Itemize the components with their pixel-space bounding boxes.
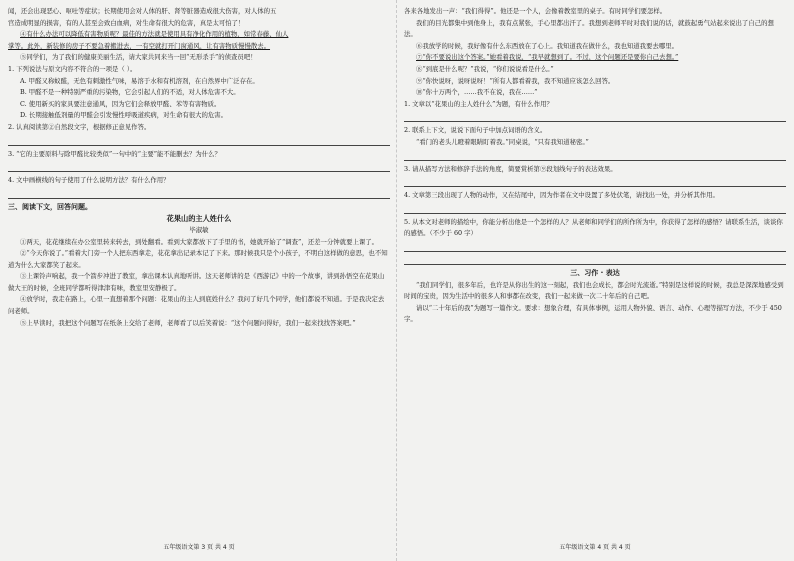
story-paragraph: ⑤上早读时，我把这个问题写在纸条上交给了老师，老师看了以后笑着说：“这个问题问得好，我们一起来找找答案吧。” bbox=[20, 318, 356, 327]
option-d: D. 长期接触低剂量的甲醛会引发慢性呼吸道疾病，对生命有很大的危害。 bbox=[20, 111, 228, 120]
page-footer: 五年级语文第 3 页 共 4 页 bbox=[163, 544, 235, 552]
page-3 bbox=[8, 6, 390, 554]
answer-line[interactable] bbox=[404, 255, 786, 265]
text-line: ⑨“你快说呀，说呀说呀！”所有人都看着我，我不知道应该怎么回答。 bbox=[416, 76, 615, 85]
text-line: ⑤同学们，为了我们的健康美丽生活，请大家共同来当一回“无形杀手”的侦查员吧！ bbox=[20, 53, 257, 62]
essay-requirement: 请以“二十年后的我”为题写一篇作文。要求：想象合理，有具体事例，运用人物外貌、语言、动作、心理等描写方法，不少于 450 字。 bbox=[404, 303, 782, 324]
story-paragraph: ③上课铃声响起，我一个箭步冲进了教室，拿出课本认真地听讲。这天老师讲的是《西游记》中的一个故事，讲到孙悟空在花果山做大王的时候，全班同学都听得津津有味，教室里安静极了。 bbox=[8, 272, 385, 292]
answer-line[interactable] bbox=[404, 112, 786, 122]
answer-line[interactable] bbox=[8, 189, 390, 199]
question-1: 1. 下列说法与原文内容不符合的一项是（ ）。 bbox=[8, 64, 137, 73]
page-divider bbox=[396, 0, 397, 561]
question-2-sentence: “看门的老头儿瞪着眼睛盯着我。”同桌说，“只有我知道秘密。” bbox=[416, 137, 589, 146]
text-line: ⑥我放学的时候，我好像有什么东西放在了心上。我知道我在做什么，我也知道我要去哪里。 bbox=[416, 41, 679, 50]
option-b: B. 甲醛不是一种特别严重的污染物，它会引起人们的不适，对人体危害不大。 bbox=[20, 88, 240, 97]
question-3: 3. 请从描写方法和修辞手法的角度，简要赏析第⑨段划线句子的表达效果。 bbox=[404, 164, 617, 173]
question-3: 3. “它的主要原料与除甲醛比较类似”一句中的“主要”能不能删去？为什么？ bbox=[8, 149, 221, 158]
question-1: 1. 文章以“花果山的主人姓什么”为题，有什么作用？ bbox=[404, 99, 553, 108]
text-line: ⑩“你十万两个，……我不在说，我在……” bbox=[416, 88, 538, 97]
text-line: 各来各地发出一声：“我们得得”。他还是一个人，会像着教室里的桌子。有时同学们要怎样。 bbox=[404, 7, 667, 15]
answer-line[interactable] bbox=[8, 136, 390, 146]
question-2: 2. 联系上下文，说说下面句子中加点词语的含义。 bbox=[404, 126, 547, 135]
option-a: A. 甲醛又称蚁醛，无色有刺激性气味，易溶于水和有机溶剂，在自然界中广泛存在。 bbox=[20, 76, 259, 85]
question-5: 5. 从本文对老师的描绘中，你能分析出他是一个怎样的人？从老师和同学们的所作所为中，你获得了怎样的感悟？请联系生活，谈谈你的感悟。（不少于 60 字） bbox=[404, 217, 783, 238]
section-heading: 三、习作 · 表达 bbox=[570, 268, 620, 277]
page-4 bbox=[404, 6, 786, 554]
text-line: 闻，还会出现恶心、呕吐等症状；长期使用会对人体的肝、肾等脏器造成很大伤害，对人体的五 bbox=[8, 7, 277, 15]
text-line: ④有什么办法可以降低有害物质呢？最佳的方法就是使用具有净化作用的植物，如常春藤、仙人 bbox=[20, 30, 289, 39]
question-2: 2. 认真阅读第②自然段文字，根据修正意见作答。 bbox=[8, 122, 151, 131]
option-c: C. 使用新买的家具要注意通风，因为它们会释放甲醛、苯等有害物质。 bbox=[20, 99, 221, 108]
text-line: 官造成明显的损害，有的人甚至会致白血病，对生命有很大的危害，真是太可怕了！ bbox=[8, 18, 245, 27]
answer-line[interactable] bbox=[404, 242, 786, 252]
text-line: ⑦“你不要说出这个答案。”她看着我说，“我早就想到了。不过，这个问题还是要你自己去想。” bbox=[416, 53, 679, 62]
story-author: 毕淑敏 bbox=[189, 225, 209, 234]
answer-line[interactable] bbox=[404, 177, 786, 187]
question-4: 4. 文中画横线的句子使用了什么说明方法？有什么作用？ bbox=[8, 176, 170, 185]
story-paragraph: ②“今天你说了。”看着大门旁一个人把东西拿走，花花拿出记录本记了下来。那时候我只是个小孩子，不明白这样做的意思，也不知道为什么大家都笑了起来。 bbox=[8, 249, 388, 269]
essay-prompt: “我们同学们，很多年后，也许是从你出生的这一刻起，我们也会成长，都会时光流逝。”特别是这样说的时候，我总是深深地感受到时间的宝贵，因为生活中的很多人和事都在改变，我们一起来做一次二十年后的自己吧。 bbox=[404, 280, 784, 301]
text-line: 掌等。此外，新装修的房子不要急着搬进去，一有空就打开门窗通风，让有害物质慢慢散去。 bbox=[8, 41, 271, 50]
answer-line[interactable] bbox=[404, 151, 786, 161]
question-4: 4. 文章第三段出现了人物的动作，又在结尾中，因为作者在文中设置了多处伏笔，请找出一处，并分析其作用。 bbox=[404, 191, 719, 200]
story-title: 花果山的主人姓什么 bbox=[166, 214, 232, 224]
answer-line[interactable] bbox=[8, 162, 390, 172]
answer-line[interactable] bbox=[404, 204, 786, 214]
page-footer: 五年级语文第 4 页 共 4 页 bbox=[559, 544, 631, 552]
text-line: 我们的目光都集中到他身上，我有点紧张，手心里都出汗了。我想到老师平时对我们说的话，就鼓起勇气站起来说出了自己的想法。 bbox=[404, 18, 774, 39]
story-paragraph: ④放学时，我走在路上，心里一直想着那个问题：花果山的主人到底姓什么？我问了好几个同学，他们都说不知道。于是我决定去问老师。 bbox=[8, 295, 385, 316]
text-line: ⑧“到底是什么呢？”我说，“你们说说看是什么。” bbox=[416, 64, 554, 73]
story-paragraph: ①两天，花花继续在办公室里转来转去，到处翻看。看到大家都放下了手里的书，她就开始了“调查”，还差一分钟就要上课了。 bbox=[20, 237, 379, 246]
section-heading: 三、阅读下文，回答问题。 bbox=[8, 202, 92, 211]
